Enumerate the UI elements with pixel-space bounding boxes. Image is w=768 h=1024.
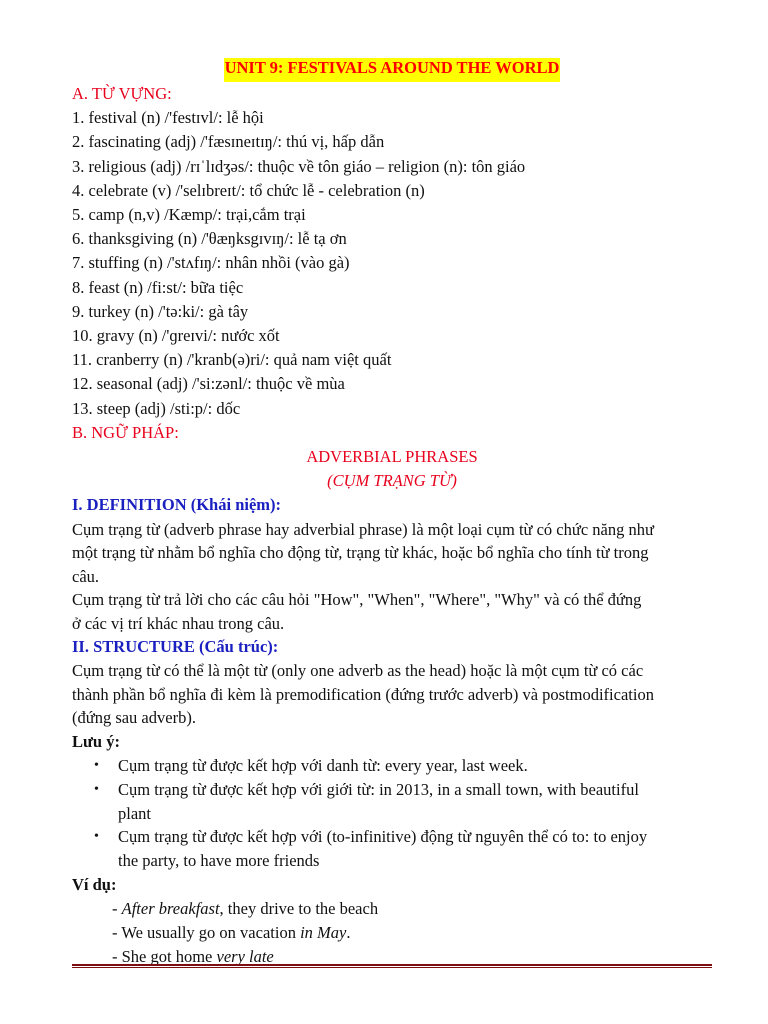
vocab-item: 3. religious (adj) /rɪˈlɪdʒəs/: thuộc về tôn giáo – religion (n): tôn giáo [72,156,526,176]
definition-line: Cụm trạng từ (adverb phrase hay adverbial phrase) là một loại cụm từ có chức năng như [72,519,654,539]
section-a-heading: A. TỪ VỰNG: [72,84,172,103]
structure-line: Cụm trạng từ có thể là một từ (only one adverb as the head) hoặc là một cụm từ có các [72,661,644,681]
note-line: Cụm trạng từ được kết hợp với giới từ: in 2013, in a small town, with beautiful [118,779,639,799]
vocab-item: 1. festival (n) /'festɪvl/: lễ hội [72,108,264,128]
vocab-item: 6. thanksgiving (n) /'θæŋksgɪvɪŋ/: lễ tạ ơn [72,229,347,249]
definition-line: ở các vị trí khác nhau trong câu. [72,613,285,633]
example-emphasis: After breakfast [121,899,220,919]
definition-line: một trạng từ nhằm bổ nghĩa cho động từ, trạng từ khác, hoặc bổ nghĩa cho tính từ trong [72,543,649,563]
note-line: Cụm trạng từ được kết hợp với (to-infinitive) động từ nguyên thể có to: to enjoy [118,827,648,847]
example-text: - [112,899,122,919]
vocab-item: 9. turkey (n) /'tə:ki/: gà tây [72,301,249,321]
note-label: Lưu ý: [72,731,120,751]
example-text: - We usually go on vacation [112,923,301,943]
note-line: the party, to have more friends [118,851,320,871]
structure-line: (đứng sau adverb). [72,708,196,728]
footer-divider [72,964,712,968]
bullet-icon: • [94,829,99,845]
note-line: plant [118,803,151,823]
vocab-item: 4. celebrate (v) /'selɪbreɪt/: tổ chức lễ - celebration (n) [72,180,425,200]
example-text: . [346,923,351,943]
list-item [94,825,712,873]
example-text: , they drive to the beach [219,899,379,919]
definition-heading: I. DEFINITION (Khái niệm): [72,495,282,515]
vocab-item: 13. steep (adj) /sti:p/: dốc [72,398,241,418]
list-item [94,754,712,778]
vocab-item: 10. gravy (n) /'ɡreɪvi/: nước xốt [72,326,280,346]
note-line: Cụm trạng từ được kết hợp với danh từ: every year, last week. [118,756,528,776]
section-b-heading: B. NGỮ PHÁP: [72,422,179,442]
example-label: Ví dụ: [72,875,117,895]
vocab-item: 7. stuffing (n) /'stʌfɪŋ/: nhân nhồi (vào gà) [72,253,350,273]
structure-body [72,659,712,730]
structure-heading: II. STRUCTURE (Cấu trúc): [72,637,279,657]
definition-line: Cụm trạng từ trả lời cho các câu hỏi "How", "When", "Where", "Why" và có thể đứng [72,590,642,610]
list-item [94,778,712,826]
example-line [112,921,712,945]
unit-title [72,58,712,82]
example-line [112,897,712,921]
vocab-item: 11. cranberry (n) /'kranb(ə)ri/: quả nam việt quất [72,350,392,370]
unit-title-text: UNIT 9: FESTIVALS AROUND THE WORLD [224,58,561,82]
document-page [72,56,712,969]
example-emphasis: in May [300,923,347,943]
note-list [72,754,712,873]
vocab-item: 2. fascinating (adj) /'fæsɪneɪtɪŋ/: thú vị, hấp dẫn [72,132,385,152]
grammar-subtitle: (CỤM TRẠNG TỪ) [327,471,457,491]
vocab-item: 8. feast (n) /fi:st/: bữa tiệc [72,277,244,297]
definition-body [72,518,712,636]
vocab-list [72,106,712,421]
bullet-icon: • [94,781,99,797]
bullet-icon: • [94,758,99,774]
structure-line: thành phần bổ nghĩa đi kèm là premodification (đứng trước adverb) và postmodification [72,684,654,704]
example-emphasis: very late [216,947,274,967]
example-text: - She got home [112,947,217,967]
vocab-item: 12. seasonal (adj) /'si:zənl/: thuộc về mùa [72,374,345,394]
vocab-item: 5. camp (n,v) /Kæmp/: trại,cắm trại [72,205,306,225]
definition-line: câu. [72,566,100,586]
example-list [72,897,712,969]
grammar-title: ADVERBIAL PHRASES [306,447,478,467]
